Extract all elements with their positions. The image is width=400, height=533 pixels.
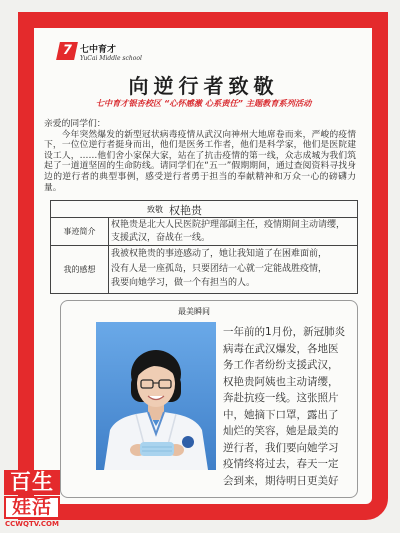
salute-label: 致敬 <box>147 205 163 214</box>
school-logo-name: 七中育才 <box>80 45 117 55</box>
school-logo-english: YuCai Middle school <box>80 55 142 62</box>
page-title: 向逆行者致敬 <box>128 74 279 98</box>
letter-greeting: 亲爱的同学们： <box>44 119 106 129</box>
salute-row <box>51 201 357 218</box>
thoughts-line: 我要向她学习，做一个有担当的人。 <box>111 278 256 288</box>
thoughts-line: 我被权艳贵的事迹感动了，她让我知道了在困难面前， <box>111 249 328 259</box>
moment-line: 病毒在武汉爆发，各地医 <box>223 342 339 355</box>
watermark-site: CCWQTV.COM <box>5 520 59 528</box>
moment-line: 中，她摘下口罩，露出了 <box>223 408 339 421</box>
moment-description <box>223 324 353 489</box>
moment-line: 逆行者，我们要向她学习 <box>223 441 339 454</box>
thoughts-line: 没有人是一座孤岛，只要团结一心就一定能战胜疫情， <box>111 263 328 274</box>
moment-line: 会到来，期待明日更美好 <box>223 474 339 487</box>
moment-line: 疫情终将过去，春天一定 <box>223 458 339 470</box>
deeds-line: 权艳贵是北大人民医院护理部副主任，疫情期间主动请缨， <box>111 220 346 230</box>
moment-line: 灿烂的笑容，她是最美的 <box>223 425 339 437</box>
moment-line: 权艳贵阿姨也主动请缨， <box>223 375 339 388</box>
salute-name: 权艳贵 <box>169 204 202 217</box>
watermark-logo-bottom: 娃活 <box>4 496 60 519</box>
deeds-label: 事迹简介 <box>51 218 109 245</box>
school-logo-icon: 7 <box>56 42 78 60</box>
moment-label: 最美瞬间 <box>178 307 210 316</box>
letter-body: 今年突然爆发的新型冠状病毒疫情从武汉向神州大地席卷而来，严峻的疫情下，一位位逆行者挺身而出，他们是医务工作者，他们是科学家，他们是医院建设工人，……他们舍小家保大家，站在了抗击疫情的第一线，众志成城为我们筑起了一道道坚固的生命防线。请同学们在“五一”假期期间，通过查阅资料寻找身边的逆行者的典型事例，感受逆行者勇于担当的奉献精神和万众一心的磅礴力量。 <box>44 129 356 193</box>
deeds-line: 支援武汉，奋战在一线。 <box>111 232 211 243</box>
letter <box>44 119 356 193</box>
moment-line: 奔赴抗疫一线。这张照片 <box>223 392 339 404</box>
thoughts-content <box>111 246 355 294</box>
page-subtitle: 七中育才银杏校区 “心怀感激 心系责任” 主题教育系列活动 <box>95 98 312 108</box>
salute-table <box>50 200 358 294</box>
deeds-row <box>51 218 357 246</box>
portrait-photo <box>96 322 216 470</box>
deeds-content <box>111 218 355 246</box>
watermark-logo-top: 百生 <box>4 470 60 495</box>
thoughts-label: 我的感想 <box>51 246 109 293</box>
moment-line: 一年前的1月份，新冠肺炎 <box>223 326 346 338</box>
thoughts-row <box>51 246 357 293</box>
moment-line: 务工作者纷纷支援武汉， <box>223 359 339 371</box>
